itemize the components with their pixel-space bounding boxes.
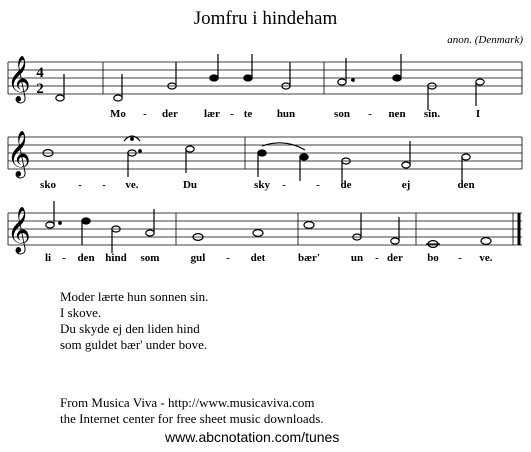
svg-text:Du: Du (182, 179, 198, 191)
notes-staff-2 (43, 136, 470, 185)
composer: anon. (Denmark) (447, 34, 523, 46)
lyrics-line-3 (45, 252, 493, 264)
tune-title: Jomfru i hindeham (193, 8, 338, 29)
svg-text:li: li (44, 252, 52, 264)
svg-text:-: - (230, 108, 234, 120)
svg-text:ej: ej (401, 179, 411, 191)
staff-1 (8, 62, 522, 94)
svg-text:ve.: ve. (479, 252, 493, 264)
svg-text:I: I (475, 108, 481, 120)
svg-text:sko: sko (40, 179, 56, 191)
credit-line: From Musica Viva - http://www.musicaviva.com (60, 395, 315, 410)
svg-text:-: - (368, 108, 372, 120)
verse-line: Moder lærte hun sonnen sin. (60, 289, 209, 304)
svg-text:te: te (243, 108, 253, 120)
svg-text:-: - (375, 252, 379, 264)
svg-text:der: der (162, 108, 178, 120)
svg-text:2: 2 (36, 81, 44, 97)
svg-text:der: der (387, 252, 403, 264)
svg-text:-: - (143, 108, 147, 120)
svg-text:𝄞: 𝄞 (7, 56, 31, 102)
site-link[interactable]: www.abcnotation.com/tunes (165, 429, 340, 445)
svg-text:bo: bo (427, 252, 439, 264)
svg-text:4: 4 (36, 65, 44, 81)
svg-text:-: - (226, 252, 230, 264)
svg-text:nen: nen (388, 108, 406, 120)
svg-text:sin.: sin. (423, 108, 441, 120)
treble-clef-icon (7, 56, 31, 255)
svg-text:de: de (340, 179, 352, 191)
svg-text:som: som (140, 252, 160, 264)
svg-text:hun: hun (276, 108, 296, 120)
svg-text:-: - (458, 252, 462, 264)
lyrics-line-1 (110, 108, 480, 120)
credit-text (60, 395, 324, 427)
notes-staff-1 (56, 54, 484, 110)
svg-text:Mo: Mo (110, 108, 126, 120)
svg-text:-: - (282, 179, 286, 191)
svg-text:𝄞: 𝄞 (7, 207, 31, 253)
svg-text:𝄞: 𝄞 (7, 131, 31, 177)
svg-text:lær: lær (204, 108, 220, 120)
credit-line: the Internet center for free sheet music downloads. (60, 411, 324, 426)
svg-text:sky: sky (254, 179, 270, 191)
verse-line: Du skyde ej den liden hind (60, 321, 200, 336)
verse-text (60, 289, 208, 353)
svg-text:son: son (334, 108, 350, 120)
lyrics-line-2 (40, 179, 475, 191)
svg-text:ve.: ve. (125, 179, 139, 191)
svg-text:hind: hind (105, 252, 127, 264)
svg-text:-: - (78, 179, 82, 191)
svg-text:bær': bær' (298, 252, 320, 264)
verse-line: som guldet bær' under bove. (60, 337, 208, 352)
svg-text:-: - (316, 179, 320, 191)
svg-text:det: det (250, 252, 266, 264)
svg-text:den: den (457, 179, 475, 191)
svg-text:-: - (102, 179, 106, 191)
verse-line: I skove. (60, 305, 102, 320)
svg-text:un: un (350, 252, 364, 264)
time-signature (36, 65, 44, 97)
svg-text:gul: gul (190, 252, 206, 264)
svg-text:den: den (77, 252, 95, 264)
svg-text:-: - (62, 252, 66, 264)
